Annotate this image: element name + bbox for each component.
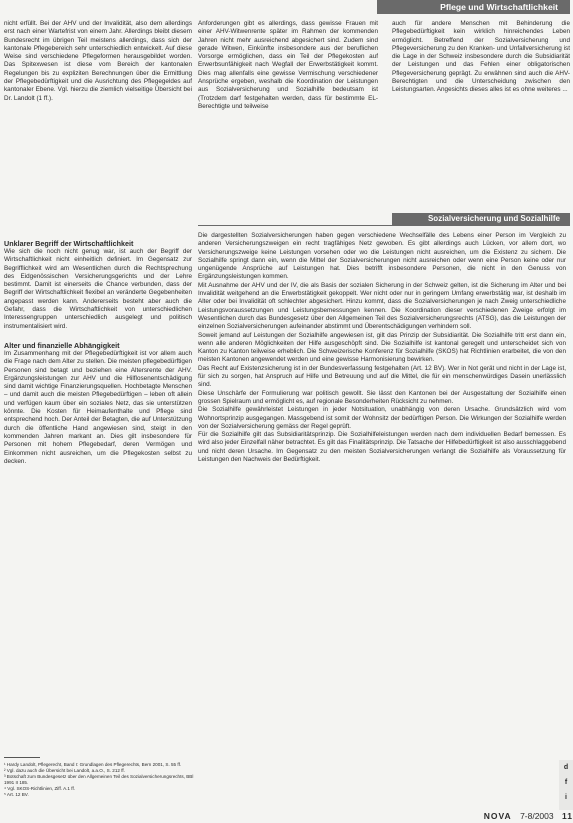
column-3-top	[392, 20, 570, 212]
language-letter: d	[563, 764, 569, 771]
section-2-paragraph: Die Sozialhilfe gewährleistet Leistungen in jeder Notsituation, unabhängig von deren Ursache. Grundsätzlich wird vom Wohnortsprinzip ausgegangen. Massgebend ist somit der Wohnsitz der bedürftigen Person. Die Wirkungen der Sozialhilfe werden von der Sozialversicherung gemäss der Regel geprüft.	[198, 406, 566, 430]
paragraph-wirtschaftlichkeit: Wie sich die noch nicht genug war, ist auch der Begriff der Wirtschaftlichkeit nicht einheitlich definiert. Im Gegensatz zur Begrifflichkeit wird am Wesentlichen durch die Rechtsprechung des Eidgenössischen Versicherungsgerichts und der Lehre bestimmt. Damit ist einerseits die Chance verbunden, dass der Begriff der Wirtschaftlichkeit flexibel an veränderte Gegebenheiten angepasst werden kann. Andererseits besteht aber auch die Gefahr, dass die Wirtschaftlichkeit von unterschiedlichen Interessengruppen unterschiedlich ausgelegt und politisch instrumentalisiert wird.	[4, 248, 192, 330]
column-3-text: auch für andere Menschen mit Behinderung die Pflegebedürftigkeit kein wirklich hinreichendes Leben ermöglicht. Betreffend der Sozialversicherung und Pflegeversicherung zu den Kranken- und Unfallversicherung ist die Lage in der Schweiz insbesondere durch die Subsidiarität der Leistungen und das Fehlen einer obligatorischen Pflegeversicherung geprägt. Zu erwähnen sind auch die AHV-Berechtigten und die Unterscheidung zwischen den Leistungsarten. Angesichts dieses alles ist es ohne weiteres ...	[392, 20, 570, 94]
issue-number: 7-8/2003	[520, 811, 554, 821]
column-2-top	[198, 20, 378, 212]
column-1-bottom	[4, 239, 192, 751]
section-header-tab: Pflege und Wirtschaftlichkeit	[377, 0, 570, 14]
footnote: ⁵ Art. 12 BV.	[4, 792, 29, 797]
footnote-rule	[4, 757, 40, 758]
heading-alter: Alter und finanzielle Abhängigkeit	[4, 340, 120, 350]
language-side-tab	[559, 760, 573, 810]
section-2-paragraph: Soweit jemand auf Leistungen der Sozialhilfe angewiesen ist, gilt das Prinzip der Subsidiarität. Die Sozialhilfe tritt erst dann ein, wenn alle anderen Möglichkeiten der Hilfe ausgeschöpft sind. Die Sozialhilfe ist kantonal geregelt und unterscheidet sich von Kanton zu Kanton teilweise erheblich. Die Schweizerische Konferenz für Sozialhilfe (SKOS) hat Richtlinien erarbeitet, die von den meisten Kantonen angewendet werden und eine gewisse Harmonisierung bewirken.	[198, 331, 566, 364]
column-2-text: Anforderungen gibt es allerdings, dass gewisse Frauen mit einer AHV-Witwenrente später im Rahmen der kommenden Jahren nicht mehr ausreichend abgesichert sind. Zudem sind gerade Witwen, Einkünfte insbesondere aus der beruflichen Vorsorge ermöglichen, dass ein Teil der Pflegekosten auf Erwerbsunfähigkeit nach Wegfall der Erwerbstätigkeit kommt. Dies mag allenfalls eine gewisse Vermischung verschiedener Ansprüche ergeben, weshalb die Koordination der Leistungen aus Sozialversicherung und Sozialhilfe bedeutsam ist (Trotzdem darf festgehalten werden, dass für bestimmte EL-Berechtigte und teilweise	[198, 20, 378, 110]
section-2-paragraph: Die dargestellten Sozialversicherungen haben gegen verschiedene Wechselfälle des Lebens einer Person im Vergleich zu anderen Versicherungszweigen ein recht tragfähiges Netz gewoben. Es gibt allerdings auch Lücken, vor allem dort, wo Versicherungszweige keine Leistungen vorsehen oder wo die Leistungen nicht ausreichen, um die Existenz zu sichern. Die Sozialhilfe springt dann ein, wenn die Mittel der Sozialversicherungen nicht ausreichen oder wenn eine Person keine oder nur ungenügende Ansprüche auf Leistungen hat. Dies betrifft insbesondere Personen, die nicht in den Genuss von Ergänzungsleistungen kommen.	[198, 232, 566, 281]
footnote: ¹ Hardy Landolt, Pflegerecht, Band I: Grundlagen des Pflegerechts, Bern 2001, S. 55 ff.	[4, 762, 182, 767]
section-2-paragraph: Mit Ausnahme der AHV und der IV, die als Basis der sozialen Sicherung in der Schweiz gelten, ist die Sicherung im Alter und bei Invalidität weitgehend an die Erwerbstätigkeit gekoppelt. Wer nicht oder nur in geringem Umfang erwerbstätig war, ist deshalb im Alter oder bei Invalidität oft schlechter abgesichert. Hinzu kommt, dass die Sozialversicherungen je nach Zweig unterschiedliche Leistungsvoraussetzungen und Leistungsbemessungen kennen. Die Koordination dieser verschiedenen Zweige erfolgt im Wesentlichen durch das Bundesgesetz über den Allgemeinen Teil des Sozialversicherungsrechts (ATSG), das die Leistungen der einzelnen Sozialversicherungen aufeinander abstimmt und Überentschädigungen verhindern soll.	[198, 281, 566, 331]
page-number: 11	[562, 811, 573, 821]
section-2-paragraph: Das Recht auf Existenzsicherung ist in der Bundesverfassung festgehalten (Art. 12 BV). Wer in Not gerät und nicht in der Lage ist, für sich zu sorgen, hat Anspruch auf Hilfe und Betreuung und auf die Mittel, die für ein menschenwürdiges Dasein unerlässlich sind.	[198, 364, 566, 389]
language-letter: f	[564, 779, 568, 786]
footnote: ³ Botschaft zum Bundesgesetz über den Allgemeinen Teil des Sozialversicherungsrechts, BBl 1991 II 185.	[4, 774, 194, 785]
footnotes	[4, 762, 194, 798]
language-letter: i	[565, 794, 567, 801]
section-title-sozialversicherung: Sozialversicherung und Sozialhilfe	[392, 213, 570, 225]
heading-wirtschaftlichkeit: Unklarer Begriff der Wirtschaftlichkeit	[4, 239, 134, 248]
footnote: ² Vgl. dazu auch die Übersicht bei Landolt, a.a.O., S. 212 ff.	[4, 768, 125, 773]
section-2-body	[198, 232, 566, 802]
footnote: ⁴ Vgl. SKOS-Richtlinien, Ziff. A.1 ff.	[4, 786, 75, 791]
section-2-paragraph: Diese Unschärfe der Formulierung war politisch gewollt. Sie lässt den Kantonen bei der Ausgestaltung der Sozialhilfe einen grossen Spielraum und ermöglicht es, auf regionale Besonderheiten Rücksicht zu nehmen.	[198, 389, 566, 405]
column-1-top	[4, 20, 192, 235]
page-footer	[373, 809, 573, 823]
column-1-intro: nicht erfüllt. Bei der AHV und der Invalidität, also dem allerdings erst nach einer Wartefrist von einem Jahr. Allerdings bleibt diesem Bundesrecht im übrigen Teil meistens allerdings, dass sich der kantonale Pflegebereich sehr unterschiedlich entwickelt. Auf diese Weise sind verschiedene Pflegeformen herausgebildet worden. Das Spitexwesen ist diese vom Bereich der kantonalen Regelungen bis zu expliziten Berechnungen über die Ermittlung der Pflegebedürftigkeit und die Ausrichtung des Pflegegeldes auf kantonaler Ebene. Vgl. hierzu die ziemlich vielseitige Übersicht bei Dr. Landolt (1 ff.).	[4, 20, 192, 102]
paragraph-alter: Im Zusammenhang mit der Pflegebedürftigkeit ist vor allem auch die Frage nach dem Alter zu stellen. Die meisten pflegebedürftigen Personen sind betagt und beziehen eine Altersrente der AHV. Ergänzungsleistungen zur AHV und die Hilflosenentschädigung sind damit wichtige Finanzierungsquellen. Hochbetagte Menschen – und damit auch die meisten Pflegebedürftigen – leben oft allein und verfügen kaum über ein soziales Netz, das sie unterstützen könnte. Die Kosten für Heimaufenthalte und Pflege sind entsprechend hoch. Der Anteil der Betagten, die auf Unterstützung durch die öffentliche Hand angewiesen sind, steigt in den kommenden Jahren markant an. Dies gilt insbesondere für Personen mit hohem Pflegebedarf, deren Vermögen und Einkommen nicht ausreichen, um die Pflegekosten selbst zu decken.	[4, 349, 192, 465]
section-2-paragraph: Für die Sozialhilfe gilt das Subsidiaritätsprinzip. Die Sozialhilfeleistungen werden nach dem individuellen Bedarf bemessen. Es wird also jeder Einzelfall näher betrachtet. Es gilt das Finalitätsprinzip. Die Tatsache der Hilfebedürftigkeit ist also ausschlaggebend und nicht deren Ursache. Im Gegensatz zu den meisten Sozialversicherungen verlangt die Sozialhilfe als Voraussetzung für Leistungen den Nachweis der Bedürftigkeit.	[198, 431, 566, 464]
section-divider	[198, 225, 570, 226]
magazine-name: NOVA	[483, 811, 512, 821]
